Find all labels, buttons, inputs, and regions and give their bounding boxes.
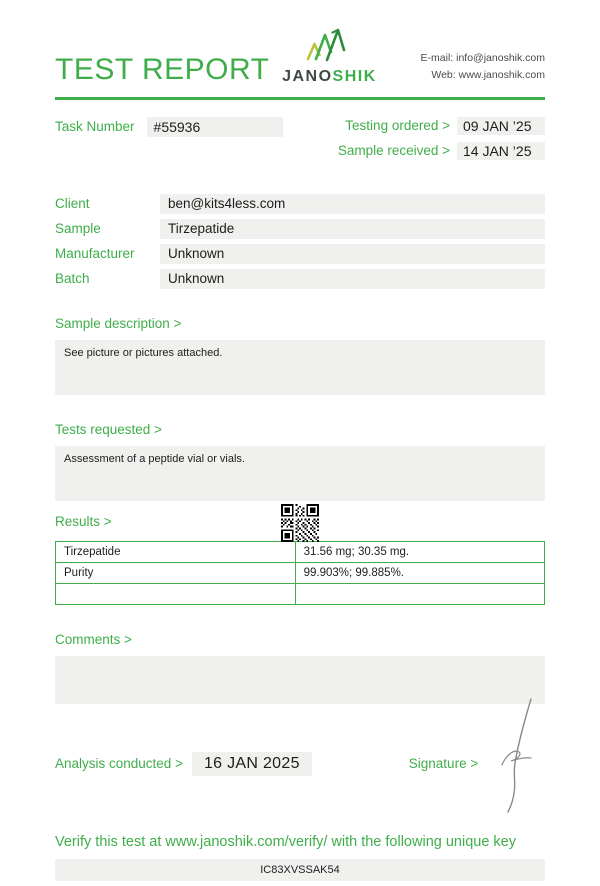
results-table (55, 541, 545, 605)
sample-description-box: See picture or pictures attached. (55, 340, 545, 395)
table-row (56, 541, 545, 562)
result-name (56, 583, 296, 604)
result-name: Purity (56, 562, 296, 583)
sample-value: Tirzepatide (160, 219, 545, 239)
result-value: 31.56 mg; 30.35 mg. (295, 541, 544, 562)
analysis-conducted-label: Analysis conducted > (55, 756, 183, 771)
client-label: Client (55, 196, 90, 211)
header-divider (55, 97, 545, 100)
contact-web: Web: www.janoshik.com (431, 68, 545, 81)
sample-description-heading: Sample description > (55, 315, 182, 331)
task-number-group (55, 117, 283, 137)
detail-row-manufacturer (55, 244, 545, 264)
comments-box (55, 656, 545, 704)
contact-info (389, 50, 545, 83)
signature-image (492, 697, 542, 820)
analysis-row (55, 752, 545, 776)
detail-row-sample (55, 219, 545, 239)
meta-row (55, 117, 545, 160)
result-value: 99.903%; 99.885%. (295, 562, 544, 583)
task-number-value: #55936 (147, 117, 283, 137)
result-name: Tirzepatide (56, 541, 296, 562)
results-section (55, 514, 545, 605)
page-title: TEST REPORT (55, 53, 270, 86)
batch-value: Unknown (160, 269, 545, 289)
report-header (55, 26, 545, 85)
batch-label: Batch (55, 271, 90, 286)
logo-wordmark: JANOSHIK (282, 68, 377, 85)
verify-text: Verify this test at www.janoshik.com/verify/ with the following unique key (55, 833, 516, 850)
testing-ordered-value: 09 JAN ’25 (457, 117, 545, 135)
sample-received-value: 14 JAN ’25 (457, 142, 545, 160)
sample-label: Sample (55, 221, 101, 236)
signature-label: Signature > (408, 756, 479, 771)
sample-received-label: Sample received > (337, 143, 450, 158)
client-details (55, 194, 545, 289)
growth-chart-icon (301, 26, 357, 67)
task-number-label: Task Number (55, 119, 135, 134)
qr-code-icon (281, 504, 319, 542)
client-value: ben@kits4less.com (160, 194, 545, 214)
detail-row-batch (55, 269, 545, 289)
table-row (56, 562, 545, 583)
manufacturer-value: Unknown (160, 244, 545, 264)
contact-email: E-mail: info@janoshik.com (420, 52, 545, 65)
manufacturer-label: Manufacturer (55, 246, 135, 261)
result-value (295, 583, 544, 604)
results-heading: Results > (55, 513, 112, 529)
dates-group (338, 117, 545, 160)
detail-row-client (55, 194, 545, 214)
janoshik-logo (269, 26, 389, 85)
analysis-date-value: 16 JAN 2025 (192, 752, 312, 776)
tests-requested-box: Assessment of a peptide vial or vials. (55, 446, 545, 501)
unique-key-value: IC83XVSSAK54 (55, 859, 545, 881)
comments-heading: Comments > (55, 631, 132, 647)
table-row (56, 583, 545, 604)
tests-requested-heading: Tests requested > (55, 421, 162, 437)
testing-ordered-label: Testing ordered > (345, 118, 450, 133)
